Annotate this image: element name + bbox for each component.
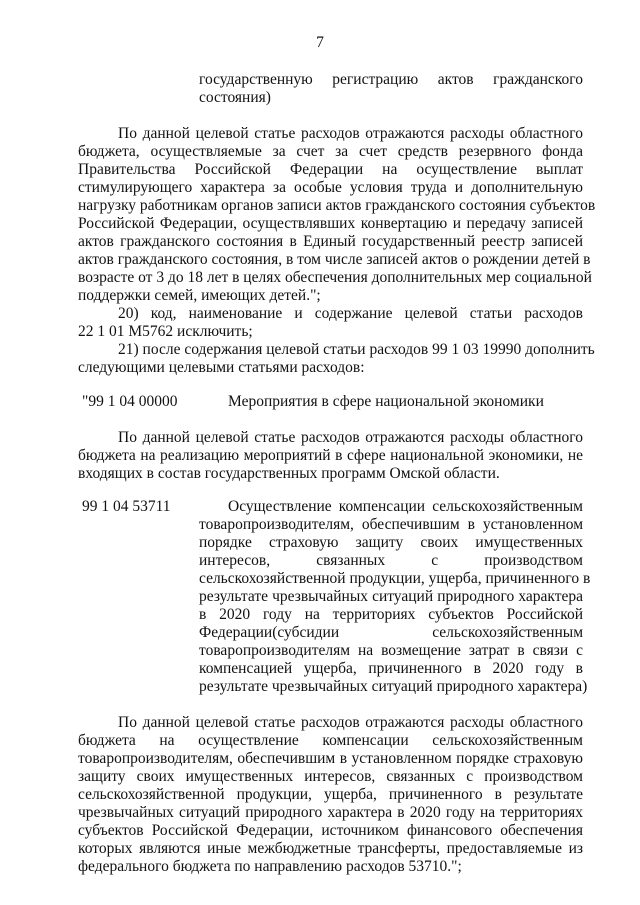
target-article-title-line: Федерации(субсидии сельскохозяйственным: [199, 624, 583, 641]
page-number: 7: [316, 34, 324, 51]
paragraph-line: товаропроизводителям, обеспечившим в установленном порядке страховую: [78, 750, 583, 767]
target-article-title-line: порядке страховую защиту своих имущественных: [199, 534, 583, 551]
paragraph-line: федерального бюджета по направлению расходов 53710.";: [78, 858, 462, 875]
target-article-title-line: компенсацией ущерба, причиненного в 2020 году в: [199, 660, 583, 677]
paragraph-line: стимулирующего характера за особые условия труда и дополнительную: [78, 179, 583, 196]
paragraph-line: сельскохозяйственной продукции, ущерба, причиненного в результате: [78, 786, 583, 803]
item-20-line: 22 1 01 М5762 исключить;: [78, 323, 253, 340]
paragraph-line: которых являются иные межбюджетные трансферты, предоставляемые из: [78, 840, 583, 857]
paragraph-line: чрезвычайных ситуаций природного характера в 2020 году на территориях: [78, 804, 583, 821]
target-article-title-line: Осуществление компенсации сельскохозяйственным: [228, 498, 583, 515]
target-article-title-line: сельскохозяйственной продукции, ущерба, причиненного в: [199, 570, 591, 587]
carryover-line: состояния): [199, 89, 271, 106]
target-article-title-line: результате чрезвычайных ситуаций природного характера: [199, 588, 583, 605]
target-article-code: "99 1 04 00000: [82, 393, 178, 410]
paragraph-line: субъектов Российской Федерации, источником финансового обеспечения: [78, 822, 583, 839]
paragraph-line: бюджета на осуществление компенсации сельскохозяйственным: [78, 732, 583, 749]
paragraph-line: По данной целевой статье расходов отражаются расходы областного: [118, 125, 583, 142]
paragraph-line: По данной целевой статье расходов отражаются расходы областного: [118, 429, 583, 446]
paragraph-line: По данной целевой статье расходов отражаются расходы областного: [118, 714, 583, 731]
paragraph-line: входящих в состав государственных программ Омской области.: [78, 465, 500, 482]
target-article-code: 99 1 04 53711: [82, 498, 171, 515]
paragraph-line: актов гражданского состояния, в том числе записей актов о рождении детей в: [78, 251, 591, 268]
item-20-line: 20) код, наименование и содержание целевой статьи расходов: [118, 305, 583, 322]
paragraph-line: Правительства Российской Федерации на осуществление выплат: [78, 161, 583, 178]
target-article-title-line: товаропроизводителям на возмещение затрат в связи с: [199, 642, 583, 659]
target-article-title-line: в 2020 году на территориях субъектов Российской: [199, 606, 583, 623]
paragraph-line: поддержки семей, имеющих детей.";: [78, 287, 321, 304]
paragraph-line: защиту своих имущественных интересов, связанных с производством: [78, 768, 583, 785]
paragraph-line: бюджета на реализацию мероприятий в сфере национальной экономики, не: [78, 447, 583, 464]
paragraph-line: бюджета, осуществляемые за счет за счет средств резервного фонда: [78, 143, 583, 160]
target-article-title-line: результате чрезвычайных ситуаций природного характера): [199, 678, 588, 695]
item-21-line: следующими целевыми статьями расходов:: [78, 359, 365, 376]
paragraph-line: возрасте от 3 до 18 лет в целях обеспечения дополнительных мер социальной: [78, 269, 592, 286]
target-article-title: Мероприятия в сфере национальной экономики: [228, 393, 544, 410]
target-article-title-line: товаропроизводителям, обеспечившим в установленном: [199, 516, 583, 533]
target-article-title-line: интересов, связанных с производством: [199, 552, 583, 569]
carryover-line: государственную регистрацию актов гражданского: [199, 71, 583, 88]
paragraph-line: нагрузку работникам органов записи актов гражданского состояния субъектов: [78, 197, 596, 214]
paragraph-line: Российской Федерации, осуществлявших конвертацию и передачу записей: [78, 215, 583, 232]
item-21-line: 21) после содержания целевой статьи расходов 99 1 03 19990 дополнить: [118, 341, 595, 358]
paragraph-line: актов гражданского состояния в Единый государственный реестр записей: [78, 233, 583, 250]
